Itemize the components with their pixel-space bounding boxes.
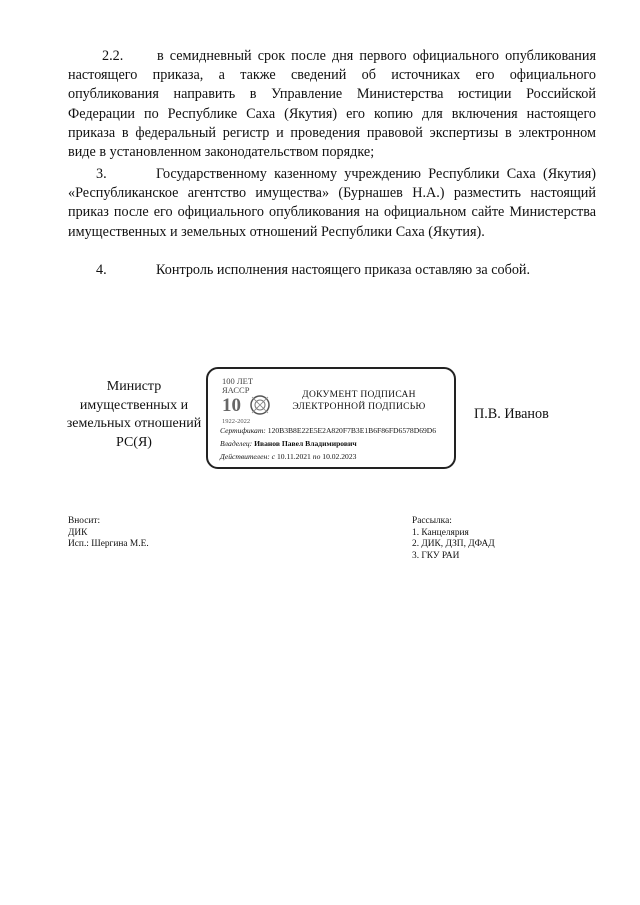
distribution-item: 3. ГКУ РАИ xyxy=(412,550,460,561)
distribution-item: 1. Канцелярия xyxy=(412,527,469,538)
submitted-dept: ДИК xyxy=(68,527,88,538)
electronic-signature-stamp xyxy=(206,367,456,469)
validity-line: Действителен: с 10.11.2021 по 10.02.2023 xyxy=(220,452,357,461)
paragraph-3 xyxy=(68,165,596,242)
signer-name: П.В. Иванов xyxy=(474,406,549,422)
submitted-label: Вносит: xyxy=(68,516,101,526)
distribution-item: 2. ДИК, ДЗП, ДФАД xyxy=(412,539,495,550)
svg-text:ЯАССР: ЯАССР xyxy=(222,385,250,395)
paragraph-text: Контроль исполнения настоящего приказа оставляю за собой. xyxy=(156,262,531,278)
owner-line: Владелец: Иванов Павел Владимирович xyxy=(220,439,357,448)
footer-distribution xyxy=(412,516,495,562)
svg-text:100 ЛЕТ: 100 ЛЕТ xyxy=(222,376,254,386)
paragraph-text: Государственному казенному учреждению Республики Саха (Якутия) «Республиканское агентство имущества» (Бурнашев Н.А.) разместить настоящий приказ после его официального опубликования на официальном сайте Министерства имущественных и земельных отношений Республики Саха (Якутия). xyxy=(68,166,596,240)
paragraph-text: в семидневный срок после дня первого официального опубликования настоящего приказа, а также сведений об источниках его официального опубликования направить в Управление Министерства юстиции Российской Федерации по Республике Саха (Якутия) его копию для включения настоящего приказа в федеральный регистр и проведения правовой экспертизы в электронном виде в установленном законодательством порядке; xyxy=(68,48,596,161)
footer-submitted-by xyxy=(68,516,149,551)
svg-text:10: 10 xyxy=(222,395,241,416)
stamp-title: ДОКУМЕНТ ПОДПИСАН ЭЛЕКТРОННОЙ ПОДПИСЬЮ xyxy=(292,390,426,412)
certificate-line: Сертификат: 120B3B8E22E5E2A820F7B3E1B6F86FD6578D69D6 xyxy=(220,426,437,435)
paragraph-number: 4. xyxy=(96,262,107,278)
paragraph-2-2 xyxy=(68,47,596,162)
paragraph-number: 2.2. xyxy=(102,48,124,64)
signer-position: Министр имущественных и земельных отношений РС(Я) xyxy=(66,379,202,450)
svg-text:1922-2022: 1922-2022 xyxy=(222,418,251,425)
paragraph-number: 3. xyxy=(96,166,107,182)
paragraph-4 xyxy=(68,261,596,280)
executor: Исп.: Шергина М.Е. xyxy=(68,539,149,550)
distribution-label: Рассылка: xyxy=(412,516,452,526)
